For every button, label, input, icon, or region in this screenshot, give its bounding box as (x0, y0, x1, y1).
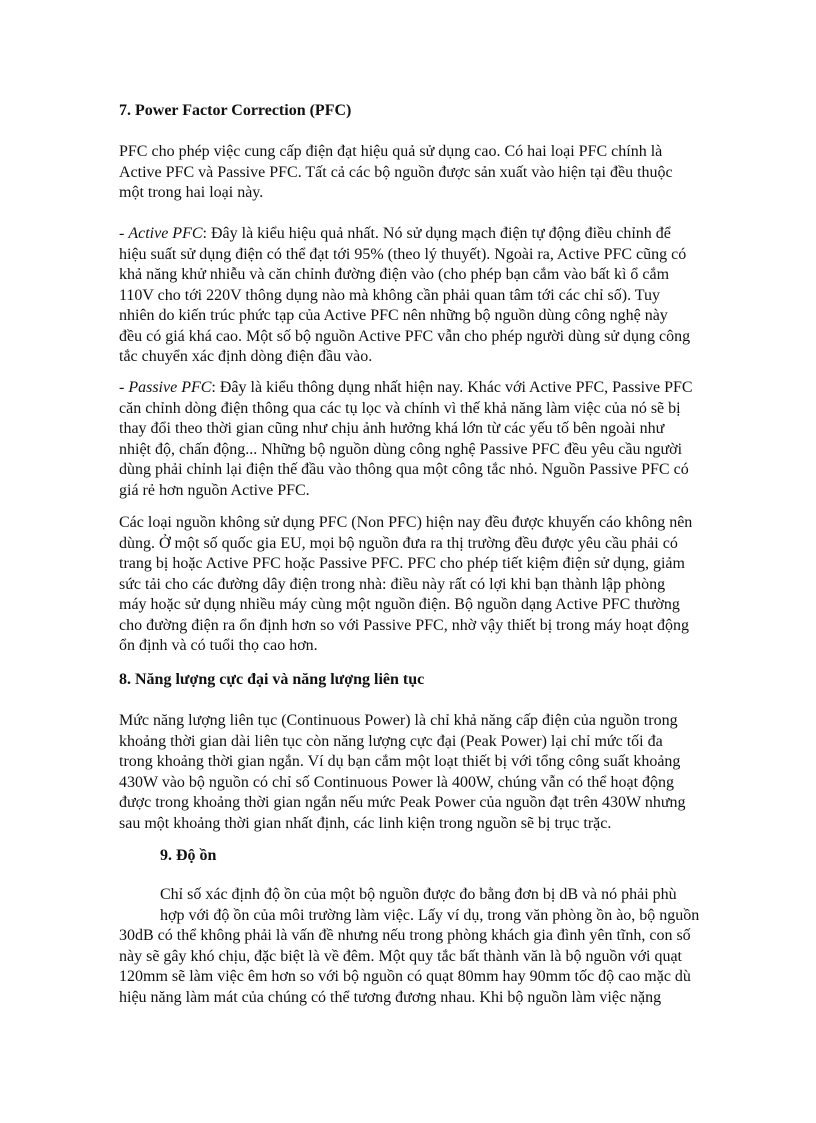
text-line: một trong hai loại này. (119, 184, 264, 201)
text-line: hiệu suất sử dụng điện có thể đạt tới 95% (theo lý thuyết). Ngoài ra, Active PFC cũng có (119, 245, 687, 263)
text-line: dùng. Ở một số quốc gia EU, mọi bộ nguồn đưa ra thị trường đều được yêu cầu phải có (119, 534, 678, 552)
text-line: được trong khoảng thời gian ngắn nếu mức Peak Power của nguồn đạt trên 430W nhưng (119, 794, 686, 811)
text-line: tắc chuyển xác định dòng điện đầu vào. (119, 348, 373, 365)
text-line: hợp với độ ồn của môi trường làm việc. Lấy ví dụ, trong văn phòng ồn ào, bộ nguồn (160, 906, 700, 924)
text-line: hiệu năng làm mát của chúng có thể tương đương nhau. Khi bộ nguồn làm việc nặng (119, 988, 662, 1006)
text-line: 120mm sẽ làm việc êm hơn so với bộ nguồn có quạt 80mm hay 90mm tốc độ cao mặc dù (119, 968, 691, 985)
section-9-paragraph (119, 885, 709, 1008)
text-line: sức tải cho các đường dây điện trong nhà: điều này rất có lợi khi bạn thành lập phòng (119, 575, 666, 593)
text-line (119, 378, 709, 399)
section-8-heading-text: 8. Năng lượng cực đại và năng lượng liên tục (119, 671, 425, 688)
section-7-paragraph-active-pfc (119, 224, 709, 368)
text-line: đều có giá khá cao. Một số bộ nguồn Active PFC vẫn cho phép người dùng sử dụng công (119, 327, 691, 345)
text-line: trong khoảng thời gian ngắn. Ví dụ bạn cắm một loạt thiết bị với tổng công suất khoảng (119, 753, 681, 770)
text-line: 30dB có thể không phải là vấn đề nhưng nếu trong phòng khách gia đình yên tĩnh, con số (119, 927, 691, 944)
text-line: nhiên do kiến trúc phức tạp của Active PFC nên những bộ nguồn dùng công nghệ này (119, 307, 668, 324)
text-line: này sẽ gây khó chịu, đặc biệt là về đêm. Một quy tắc bất thành văn là bộ nguồn với quạt (119, 947, 682, 965)
text-line: dùng phải chỉnh lại điện thế đầu vào thông qua một công tắc nhỏ. Nguồn Passive PFC có (119, 461, 689, 478)
text-line: Active PFC và Passive PFC. Tất cả các bộ nguồn được sản xuất vào hiện tại đều thuộc (119, 163, 673, 181)
text-fragment: : Đây là kiểu thông dụng nhất hiện nay. Khác với Active PFC, Passive PFC (211, 379, 693, 396)
text-line: thay đổi theo thời gian cũng như chịu ảnh hưởng khá lớn từ các yếu tố bên ngoài như (119, 420, 665, 437)
text-line: 430W vào bộ nguồn có chỉ số Continuous Power là 400W, chúng vẫn có thể hoạt động (119, 773, 675, 791)
section-7-paragraph-intro (119, 142, 709, 204)
text-line: sau một khoảng thời gian nhất định, các linh kiện trong nguồn sẽ bị trục trặc. (119, 814, 612, 832)
text-line: Chỉ số xác định độ ồn của một bộ nguồn được đo bằng đơn bị dB và nó phải phù (160, 886, 677, 903)
section-9-heading-text: 9. Độ ồn (160, 847, 217, 864)
text-fragment: : Đây là kiểu hiệu quả nhất. Nó sử dụng mạch điện tự động điều chỉnh để (202, 225, 671, 242)
section-7-paragraph-non-pfc (119, 513, 709, 657)
text-line: nhiệt độ, chấn động... Những bộ nguồn dùng công nghệ Passive PFC đều yêu cầu người (119, 440, 683, 458)
section-7-heading (119, 101, 709, 122)
section-7-heading-text: 7. Power Factor Correction (PFC) (119, 102, 352, 119)
section-7-paragraph-passive-pfc (119, 378, 709, 501)
text-line: căn chỉnh dòng điện thông qua các tụ lọc và chính vì thế khả năng làm việc của nó sẽ bị (119, 399, 681, 417)
section-9-heading (119, 846, 709, 867)
text-line: máy hoặc sử dụng nhiều máy cùng một nguồn điện. Bộ nguồn dạng Active PFC thường (119, 596, 680, 613)
text-line: PFC cho phép việc cung cấp điện đạt hiệu quả sử dụng cao. Có hai loại PFC chính là (119, 143, 663, 160)
text-line (119, 224, 709, 245)
section-8-heading (119, 670, 709, 691)
section-8-paragraph (119, 711, 709, 834)
list-dash: - (119, 379, 129, 396)
list-dash: - (119, 225, 129, 242)
text-line: 110V cho tới 220V thông dụng nào mà không cần phải quan tâm tới các chỉ số). Tuy (119, 286, 661, 304)
text-line: Các loại nguồn không sử dụng PFC (Non PFC) hiện nay đều được khuyến cáo không nên (119, 514, 693, 531)
text-line: giá rẻ hơn nguồn Active PFC. (119, 481, 310, 499)
passive-pfc-term: Passive PFC (128, 379, 212, 396)
text-line: khoảng thời gian dài liên tục còn năng lượng cực đại (Peak Power) lại chỉ mức tối đa (119, 732, 663, 750)
text-line: ổn định và có tuổi thọ cao hơn. (119, 637, 318, 654)
active-pfc-term: Active PFC (128, 225, 203, 242)
text-line: cho đường điện ra ổn định hơn so với Passive PFC, nhờ vậy thiết bị trong máy hoạt động (119, 616, 690, 634)
text-line: khả năng khử nhiễu và căn chỉnh đường điện vào (cho phép bạn cắm vào bất kì ổ cắm (119, 266, 670, 283)
text-line: Mức năng lượng liên tục (Continuous Power) là chỉ khả năng cấp điện của nguồn trong (119, 712, 678, 729)
text-line: trang bị hoặc Active PFC hoặc Passive PFC. PFC cho phép tiết kiệm điện sử dụng, giảm (119, 555, 685, 572)
